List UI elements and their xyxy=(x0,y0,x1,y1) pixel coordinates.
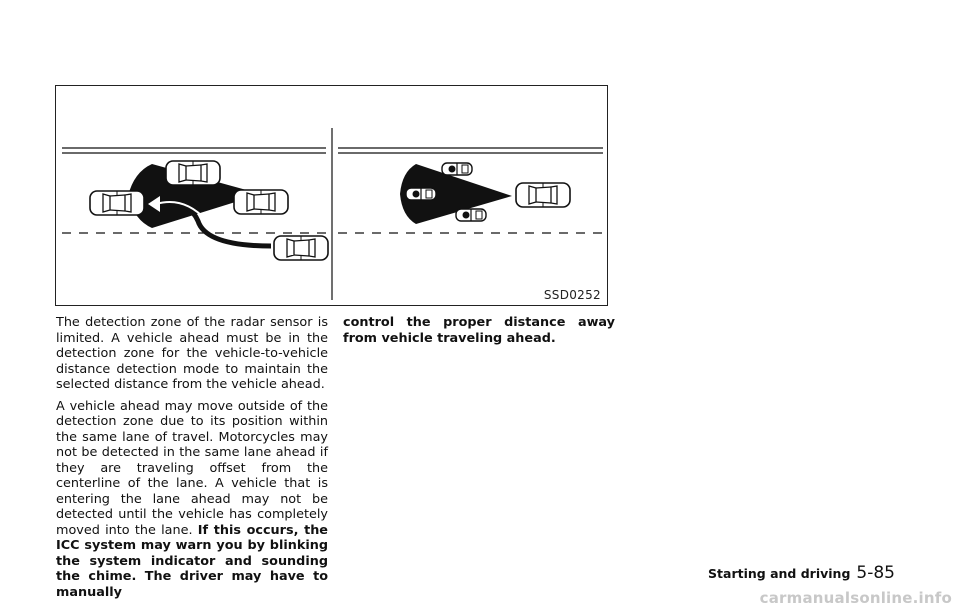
paragraph-detection-zone: The detection zone of the radar sensor is limited. A vehicle ahead must be in the detection zone for the vehicle-to-vehicle distance detection mode to maintain the selected distance from the vehicle ahead. xyxy=(56,315,328,392)
right-panel xyxy=(338,148,603,233)
paragraph-warning-continued: control the proper distance away from vehicle traveling ahead. xyxy=(343,315,615,346)
paragraph-vehicle-outside xyxy=(56,399,328,601)
watermark: carmanualsonline.info xyxy=(759,589,952,607)
paragraph-warning-text: If this occurs, the ICC system may warn you by blinking the system indicator and sounding the chime. The driver may have to manually xyxy=(56,522,328,600)
text-column-right xyxy=(343,315,615,352)
page-footer xyxy=(708,563,895,583)
text-column-left xyxy=(56,315,328,606)
paragraph-normal-text: A vehicle ahead may move outside of the detection zone due to its position within the same lane of travel. Motorcycles may not be detected in the same lane ahead if they are traveling offset from the centerline of the lane. A vehicle that is entering the lane ahead may not be detected until the vehicle has completely moved into the lane. xyxy=(56,398,328,538)
left-panel xyxy=(62,148,328,260)
page-number: 5-85 xyxy=(856,563,895,583)
illustration-figure xyxy=(55,85,608,306)
figure-code: SSD0252 xyxy=(543,288,601,302)
radar-diagram xyxy=(56,86,608,306)
section-title: Starting and driving xyxy=(708,566,851,581)
